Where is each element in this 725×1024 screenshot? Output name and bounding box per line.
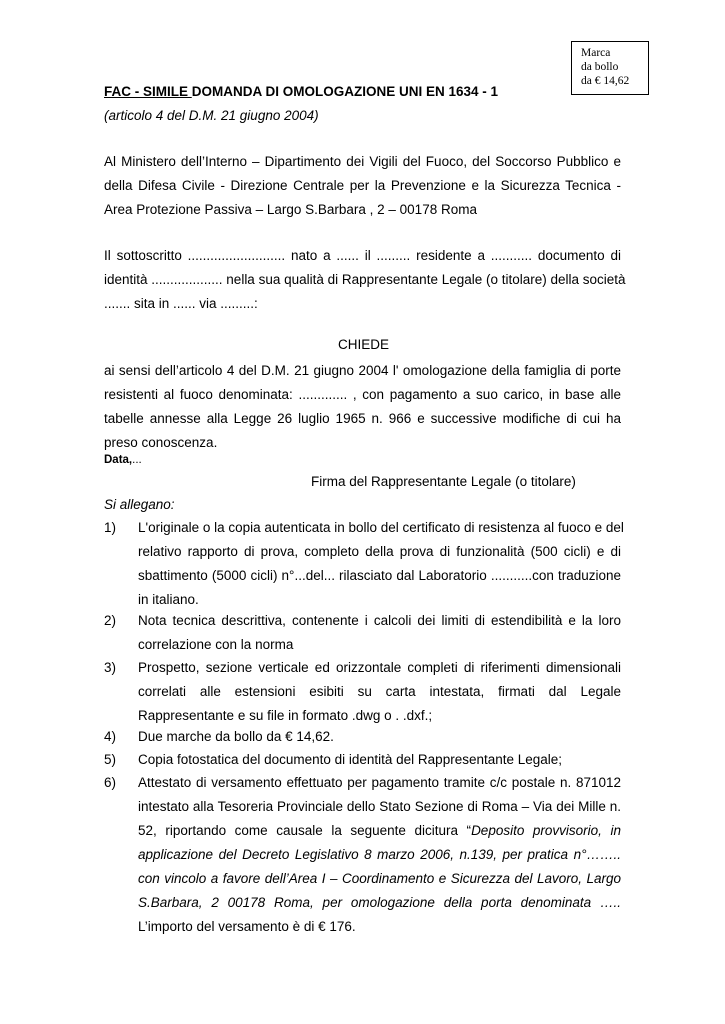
attachment-line: Attestato di versamento effettuato per pagamento tramite c/c postale n. 871012 [138,775,621,790]
date-value: ... [132,454,142,466]
title-rest: DOMANDA DI OMOLOGAZIONE UNI EN 1634 - 1 [191,84,499,99]
attachment-line-italic: applicazione del Decreto Legislativo 8 marzo 2006, n.139, per pratica n°…….. [138,847,621,862]
attachment-line-italic: con vincolo a favore dell’Area I – Coordinamento e Sicurezza del Lavoro, Largo [138,871,621,886]
attachment-number: 3) [104,660,117,675]
stamp-line: da bollo [581,61,619,73]
attachment-line: intestato alla Tesoreria Provinciale dello Stato Sezione di Roma – Via dei Mille n. [138,799,621,814]
attachment-number: 6) [104,775,117,790]
addressee-line: Al Ministero dell’Interno – Dipartimento dei Vigili del Fuoco, del Soccorso Pubblico e [104,154,621,169]
request-line: preso conoscenza. [104,435,218,450]
attachment-line-italic: S.Barbara, 2 00178 Roma, per omologazione della porta denominata ….. [138,895,621,910]
attachment-line: Nota tecnica descrittiva, contenente i calcoli dei limiti di estendibilità e la loro [138,613,621,628]
signature-label: Firma del Rappresentante Legale (o titolare) [311,474,576,489]
addressee-line: della Difesa Civile - Direzione Centrale per la Prevenzione e la Sicurezza Tecnica - [104,178,621,193]
chiede-heading: CHIEDE [338,337,390,352]
attachment-number: 2) [104,613,117,628]
stamp-line: da € 14,62 [581,75,630,87]
attachment-line-plain: 52, riportando come causale la seguente dicitura “ [138,823,472,838]
date-line [104,454,142,466]
applicant-line: ....... sita in ...... via .........: [104,296,258,311]
title-underlined: FAC - SIMILE [104,84,192,99]
applicant-paragraph [104,244,626,316]
request-paragraph [104,359,621,455]
attachment-number: 1) [104,520,117,535]
attachments-heading: Si allegano: [104,497,175,512]
request-line: resistenti al fuoco denominata: ............. , con pagamento a suo carico, in base alle [104,387,621,402]
applicant-line: Il sottoscritto .......................... nato a ...... il ......... residente a ........... documento di [104,248,621,263]
attachment-line-italic: Deposito provvisorio, in [471,823,621,838]
attachment-line: Prospetto, sezione verticale ed orizzontale completi di riferimenti dimensionali [138,660,621,675]
attachment-line: correlati alle estensioni esibiti su carta intestata, firmati dal Legale [138,684,621,699]
request-line: ai sensi dell’articolo 4 del D.M. 21 giugno 2004 l' omologazione della famiglia di porte [104,363,621,378]
attachment-line: correlazione con la norma [138,637,294,652]
stamp-line: Marca [581,47,611,59]
date-label: Data, [104,454,133,466]
applicant-line: identità ................... nella sua qualità di Rappresentante Legale (o titolare) della società [104,272,626,287]
attachment-line: Due marche da bollo da € 14,62. [138,729,334,744]
attachment-line: sbattimento (5000 cicli) n°...del... rilasciato dal Laboratorio ...........con traduzione [138,568,621,583]
addressee-paragraph [104,150,621,222]
attachment-line: L’importo del versamento è di € 176. [138,919,356,934]
attachment-line [138,819,621,843]
attachment-line: in italiano. [138,592,199,607]
attachment-line: Copia fotostatica del documento di identità del Rappresentante Legale; [138,752,563,767]
attachment-number: 4) [104,729,117,744]
attachment-line: L'originale o la copia autenticata in bollo del certificato di resistenza al fuoco e del [138,520,624,535]
document-title [104,84,498,99]
document-subtitle: (articolo 4 del D.M. 21 giugno 2004) [104,108,319,123]
addressee-line: Area Protezione Passiva – Largo S.Barbara , 2 – 00178 Roma [104,202,477,217]
attachment-line: Rappresentante e su file in formato .dwg o . .dxf.; [138,708,433,723]
attachment-line: relativo rapporto di prova, completo della prova di funzionalità (500 cicli) e di [138,544,621,559]
attachment-number: 5) [104,752,117,767]
request-line: tabelle annesse alla Legge 26 luglio 1965 n. 966 e successive modifiche di cui ha [104,411,621,426]
revenue-stamp-box [571,41,649,95]
